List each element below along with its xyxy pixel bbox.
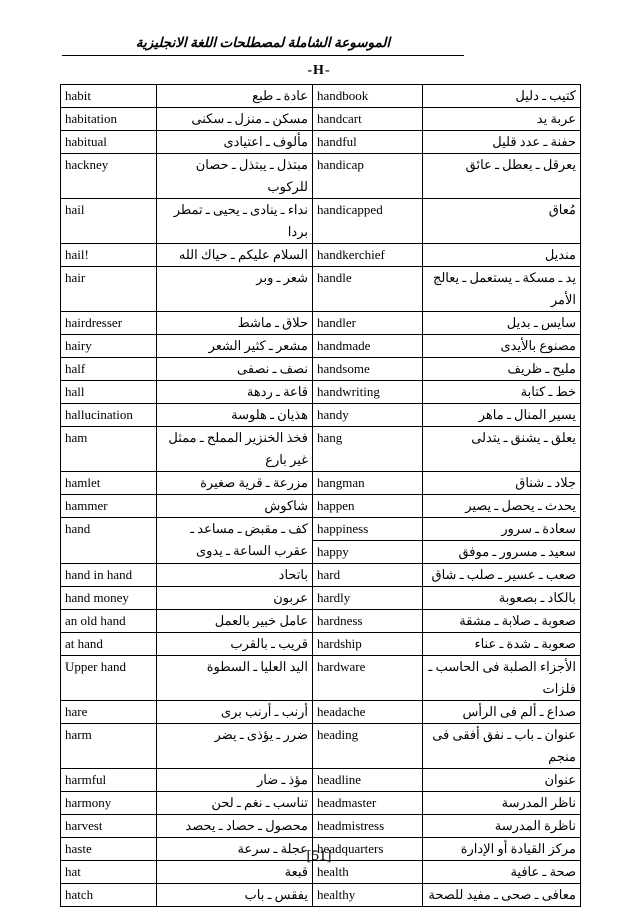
term-english: hairy — [61, 335, 157, 358]
term-arabic: يسير المنال ـ ماهر — [423, 404, 581, 427]
table-row — [61, 518, 581, 541]
term-english: headline — [313, 769, 423, 792]
term-english: hall — [61, 381, 157, 404]
term-arabic: يحدث ـ يحصل ـ يصير — [423, 495, 581, 518]
table-row — [61, 427, 581, 472]
term-arabic: سعادة ـ سرور — [423, 518, 581, 541]
term-arabic: خط ـ كتابة — [423, 381, 581, 404]
term-english: handcart — [313, 108, 423, 131]
table-row — [61, 267, 581, 312]
table-row — [61, 587, 581, 610]
table-row — [61, 610, 581, 633]
term-arabic: مشعر ـ كثير الشعر — [157, 335, 313, 358]
term-arabic: عادة ـ طبع — [157, 85, 313, 108]
term-english: happy — [313, 541, 423, 564]
term-arabic: صعوبة ـ شدة ـ عناء — [423, 633, 581, 656]
term-arabic: سايس ـ بديل — [423, 312, 581, 335]
term-arabic: ناظر المدرسة — [423, 792, 581, 815]
term-english: hammer — [61, 495, 157, 518]
term-arabic: مألوف ـ اعتيادى — [157, 131, 313, 154]
term-english: hamlet — [61, 472, 157, 495]
running-header: الموسوعة الشاملة لمصطلحات اللغة الانجليزية — [62, 33, 464, 56]
term-arabic: مزرعة ـ قرية صغيرة — [157, 472, 313, 495]
term-english: handsome — [313, 358, 423, 381]
term-arabic: عربة يد — [423, 108, 581, 131]
term-arabic: حفنة ـ عدد قليل — [423, 131, 581, 154]
term-english: hardware — [313, 656, 423, 701]
term-english: hard — [313, 564, 423, 587]
table-row — [61, 472, 581, 495]
term-arabic: باتحاد — [157, 564, 313, 587]
term-english: headquarters — [313, 838, 423, 861]
table-row — [61, 724, 581, 769]
term-arabic: يد ـ مسكة ـ يستعمل ـ يعالج الأمر — [423, 267, 581, 312]
term-arabic: جلاد ـ شناق — [423, 472, 581, 495]
term-arabic: مسكن ـ منزل ـ سكنى — [157, 108, 313, 131]
term-english: happiness — [313, 518, 423, 541]
table-row — [61, 633, 581, 656]
term-arabic: تناسب ـ نغم ـ لحن — [157, 792, 313, 815]
term-english: habitation — [61, 108, 157, 131]
term-arabic: صعب ـ عسير ـ صلب ـ شاق — [423, 564, 581, 587]
term-arabic: صعوبة ـ صلابة ـ مشقة — [423, 610, 581, 633]
term-english: headmistress — [313, 815, 423, 838]
table-row — [61, 656, 581, 701]
term-english: half — [61, 358, 157, 381]
term-arabic: هذيان ـ هلوسة — [157, 404, 313, 427]
term-arabic: اليد العليا ـ السطوة — [157, 656, 313, 701]
term-english: handicapped — [313, 199, 423, 244]
table-row — [61, 792, 581, 815]
term-arabic: مؤذ ـ ضار — [157, 769, 313, 792]
term-english: hardness — [313, 610, 423, 633]
term-arabic: مركز القيادة أو الإدارة — [423, 838, 581, 861]
table-row — [61, 701, 581, 724]
term-arabic: صحة ـ عافية — [423, 861, 581, 884]
term-english: hare — [61, 701, 157, 724]
table-row — [61, 769, 581, 792]
term-arabic: عنوان — [423, 769, 581, 792]
term-arabic: مُعاق — [423, 199, 581, 244]
term-english: Upper hand — [61, 656, 157, 701]
term-arabic: معافى ـ صحى ـ مفيد للصحة — [423, 884, 581, 907]
term-arabic: عربون — [157, 587, 313, 610]
term-english: hardship — [313, 633, 423, 656]
glossary-table — [60, 84, 581, 907]
term-arabic: سعيد ـ مسرور ـ موفق — [423, 541, 581, 564]
term-english: an old hand — [61, 610, 157, 633]
term-english: hallucination — [61, 404, 157, 427]
table-row — [61, 381, 581, 404]
table-row — [61, 199, 581, 244]
term-arabic: حلاق ـ ماشط — [157, 312, 313, 335]
term-english: hair — [61, 267, 157, 312]
term-english: heading — [313, 724, 423, 769]
table-row — [61, 85, 581, 108]
term-english: handle — [313, 267, 423, 312]
term-english: handler — [313, 312, 423, 335]
term-english: hail! — [61, 244, 157, 267]
term-arabic: أرنب ـ أرنب برى — [157, 701, 313, 724]
term-arabic: شعر ـ وبر — [157, 267, 313, 312]
term-english: hail — [61, 199, 157, 244]
term-english: hangman — [313, 472, 423, 495]
table-row — [61, 358, 581, 381]
table-row — [61, 815, 581, 838]
term-arabic: قاعة ـ ردهة — [157, 381, 313, 404]
term-arabic: مبتذل ـ يبتذل ـ حصان للركوب — [157, 154, 313, 199]
term-english: at hand — [61, 633, 157, 656]
term-english: hand in hand — [61, 564, 157, 587]
term-english: hatch — [61, 884, 157, 907]
table-row — [61, 131, 581, 154]
term-english: handy — [313, 404, 423, 427]
term-english: happen — [313, 495, 423, 518]
term-arabic: نصف ـ نصفى — [157, 358, 313, 381]
term-arabic: عامل خبير بالعمل — [157, 610, 313, 633]
page-number: [51] — [306, 848, 332, 864]
table-row — [61, 312, 581, 335]
term-english: hackney — [61, 154, 157, 199]
term-arabic: يفقس ـ باب — [157, 884, 313, 907]
term-english: harm — [61, 724, 157, 769]
term-english: hand money — [61, 587, 157, 610]
term-english: handkerchief — [313, 244, 423, 267]
table-row — [61, 244, 581, 267]
term-english: hat — [61, 861, 157, 884]
term-english: hairdresser — [61, 312, 157, 335]
term-arabic: ناظرة المدرسة — [423, 815, 581, 838]
term-arabic: كف ـ مقبض ـ مساعد ـ عقرب الساعة ـ يدوى — [157, 518, 313, 564]
term-arabic: محصول ـ حصاد ـ يحصد — [157, 815, 313, 838]
term-english: handmade — [313, 335, 423, 358]
term-arabic: شاكوش — [157, 495, 313, 518]
term-english: healthy — [313, 884, 423, 907]
term-arabic: نداء ـ ينادى ـ يحيى ـ تمطر بردا — [157, 199, 313, 244]
term-arabic: مصنوع بالأيدى — [423, 335, 581, 358]
term-english: headache — [313, 701, 423, 724]
term-english: harmful — [61, 769, 157, 792]
term-english: hang — [313, 427, 423, 472]
term-arabic: منديل — [423, 244, 581, 267]
term-english: haste — [61, 838, 157, 861]
term-arabic: ضرر ـ يؤذى ـ يضر — [157, 724, 313, 769]
table-row — [61, 154, 581, 199]
table-row — [61, 108, 581, 131]
term-arabic: يعرقل ـ يعطل ـ عائق — [423, 154, 581, 199]
term-arabic: صداع ـ ألم فى الرأس — [423, 701, 581, 724]
term-english: habitual — [61, 131, 157, 154]
term-english: handbook — [313, 85, 423, 108]
table-row — [61, 564, 581, 587]
term-arabic: فخذ الخنزير المملح ـ ممثل غير بارع — [157, 427, 313, 472]
term-english: harmony — [61, 792, 157, 815]
table-row — [61, 335, 581, 358]
term-english: habit — [61, 85, 157, 108]
term-english: hardly — [313, 587, 423, 610]
term-arabic: مليح ـ ظريف — [423, 358, 581, 381]
term-english: health — [313, 861, 423, 884]
term-arabic: عنوان ـ باب ـ نفق أفقى فى منجم — [423, 724, 581, 769]
term-arabic: الأجزاء الصلبة فى الحاسب ـ فلزات — [423, 656, 581, 701]
term-arabic: عجلة ـ سرعة — [157, 838, 313, 861]
term-arabic: يعلق ـ يشنق ـ يتدلى — [423, 427, 581, 472]
table-row — [61, 884, 581, 907]
section-letter: -H- — [307, 63, 331, 78]
term-english: handwriting — [313, 381, 423, 404]
term-english: headmaster — [313, 792, 423, 815]
table-row — [61, 404, 581, 427]
term-arabic: كتيب ـ دليل — [423, 85, 581, 108]
term-english: handicap — [313, 154, 423, 199]
term-english: hand — [61, 518, 157, 564]
term-arabic: بالكاد ـ بصعوبة — [423, 587, 581, 610]
term-arabic: قريب ـ بالقرب — [157, 633, 313, 656]
table-row — [61, 495, 581, 518]
term-english: ham — [61, 427, 157, 472]
term-english: handful — [313, 131, 423, 154]
term-english: harvest — [61, 815, 157, 838]
term-arabic: قبعة — [157, 861, 313, 884]
term-arabic: السلام عليكم ـ حياك الله — [157, 244, 313, 267]
